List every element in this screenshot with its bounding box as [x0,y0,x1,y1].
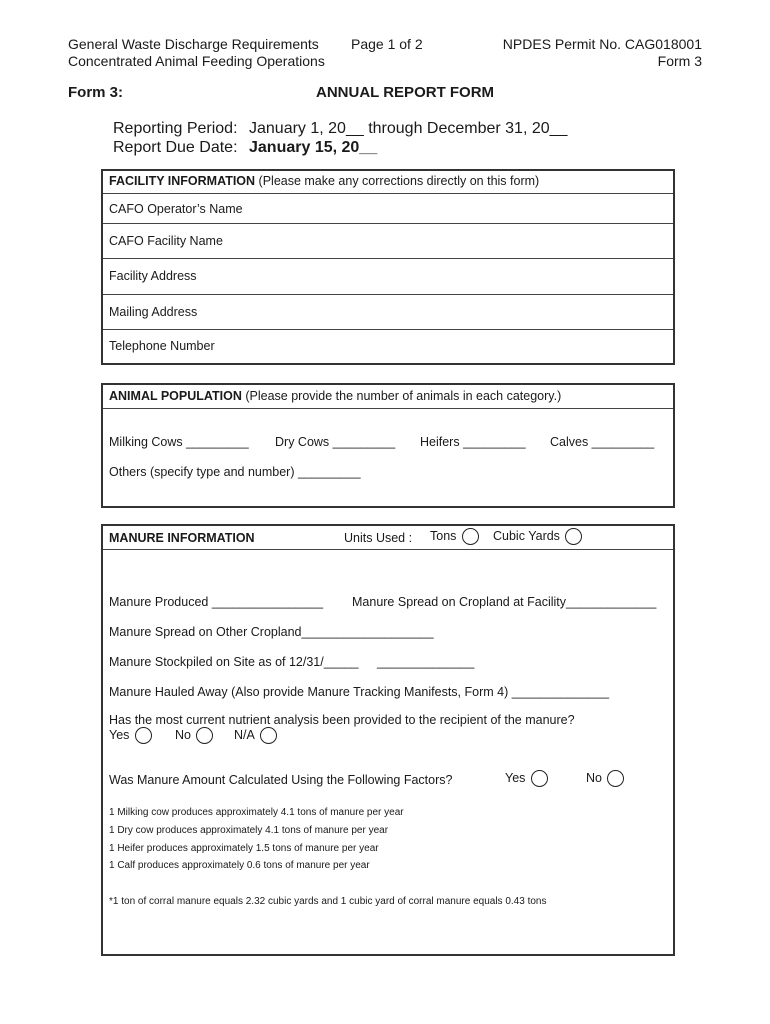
cubic-yards-radio[interactable] [565,528,582,545]
units-cubic-yards-option[interactable] [493,528,582,545]
calves-field[interactable]: Calves _________ [550,435,655,449]
manure-produced-field[interactable]: Manure Produced ________________ [109,595,324,609]
tons-radio[interactable] [462,528,479,545]
nutrient-na-radio[interactable] [260,727,277,744]
form-number: Form 3 [657,53,702,69]
factor-milking-cow: 1 Milking cow produces approximately 4.1 tons of manure per year [109,807,404,818]
facility-information-box [101,169,675,365]
nutrient-no-radio[interactable] [196,727,213,744]
manure-information-box [101,524,675,956]
operator-name-label: CAFO Operator’s Name [109,202,243,216]
header-left-line1: General Waste Discharge Requirements [68,36,319,52]
factor-dry-cow: 1 Dry cow produces approximately 4.1 tons of manure per year [109,825,389,836]
permit-number: NPDES Permit No. CAG018001 [502,36,702,52]
facility-name-field[interactable] [103,224,673,259]
units-tons-label: Tons [430,528,457,543]
manure-heading: MANURE INFORMATION [109,531,255,545]
mailing-address-field[interactable] [103,295,673,330]
animal-heading-row [103,385,673,409]
manure-spread-other-field[interactable]: Manure Spread on Other Cropland___________________ [109,625,434,639]
calculation-question: Was Manure Amount Calculated Using the Following Factors? [109,773,453,787]
facility-heading-row [103,171,673,194]
header-right [503,36,702,70]
page-number: Page 1 of 2 [351,36,423,52]
nutrient-yes-label: Yes [109,727,130,742]
others-field[interactable]: Others (specify type and number) _________ [109,465,361,479]
mailing-address-label: Mailing Address [109,305,198,319]
nutrient-yes-option[interactable] [109,727,152,744]
nutrient-analysis-question: Has the most current nutrient analysis been provided to the recipient of the manure? [109,713,575,727]
calculation-no-radio[interactable] [607,770,624,787]
facility-name-label: CAFO Facility Name [109,234,223,248]
units-used-label: Units Used : [344,531,413,545]
header-left [68,36,325,70]
manure-stockpiled-field[interactable]: Manure Stockpiled on Site as of 12/31/_____ [109,655,359,669]
nutrient-yes-radio[interactable] [135,727,152,744]
calculation-yes-option[interactable] [505,770,548,787]
nutrient-na-label: N/A [234,727,255,742]
factor-heifer: 1 Heifer produces approximately 1.5 tons of manure per year [109,843,379,854]
report-due-label: Report Due Date: [113,139,238,156]
manure-spread-facility-field[interactable]: Manure Spread on Cropland at Facility_____________ [352,595,657,609]
animal-heading: ANIMAL POPULATION [109,389,242,403]
form-label: Form 3: [68,84,124,101]
reporting-period-label: Reporting Period: [113,120,238,137]
factor-calf: 1 Calf produces approximately 0.6 tons of manure per year [109,860,370,871]
units-cubic-yards-label: Cubic Yards [493,528,560,543]
report-due-value: January 15, 20__ [249,139,378,156]
facility-note: (Please make any corrections directly on this form) [255,174,540,188]
calculation-yes-radio[interactable] [531,770,548,787]
telephone-field[interactable] [103,330,673,363]
reporting-period-value: January 1, 20__ through December 31, 20__ [249,120,568,137]
nutrient-na-option[interactable] [234,727,277,744]
operator-name-field[interactable] [103,194,673,224]
manure-hauled-field[interactable]: Manure Hauled Away (Also provide Manure Tracking Manifests, Form 4) ______________ [109,685,610,699]
conversion-note: *1 ton of corral manure equals 2.32 cubic yards and 1 cubic yard of corral manure equals 0.43 tons [109,896,547,907]
nutrient-no-option[interactable] [175,727,213,744]
calculation-no-option[interactable] [586,770,624,787]
animal-note: (Please provide the number of animals in each category.) [241,389,562,403]
manure-stockpiled-amount-field[interactable]: ______________ [377,655,475,669]
calculation-no-label: No [586,770,602,785]
facility-address-field[interactable] [103,259,673,295]
dry-cows-field[interactable]: Dry Cows _________ [275,435,396,449]
form-title: ANNUAL REPORT FORM [316,84,495,101]
header-left-line2: Concentrated Animal Feeding Operations [68,53,325,69]
heifers-field[interactable]: Heifers _________ [420,435,526,449]
animal-population-box [101,383,675,508]
calculation-yes-label: Yes [505,770,526,785]
manure-heading-row [103,526,673,550]
facility-address-label: Facility Address [109,269,197,283]
nutrient-no-label: No [175,727,191,742]
milking-cows-field[interactable]: Milking Cows _________ [109,435,249,449]
facility-heading: FACILITY INFORMATION [109,174,256,188]
telephone-label: Telephone Number [109,339,215,353]
units-tons-option[interactable] [430,528,479,545]
